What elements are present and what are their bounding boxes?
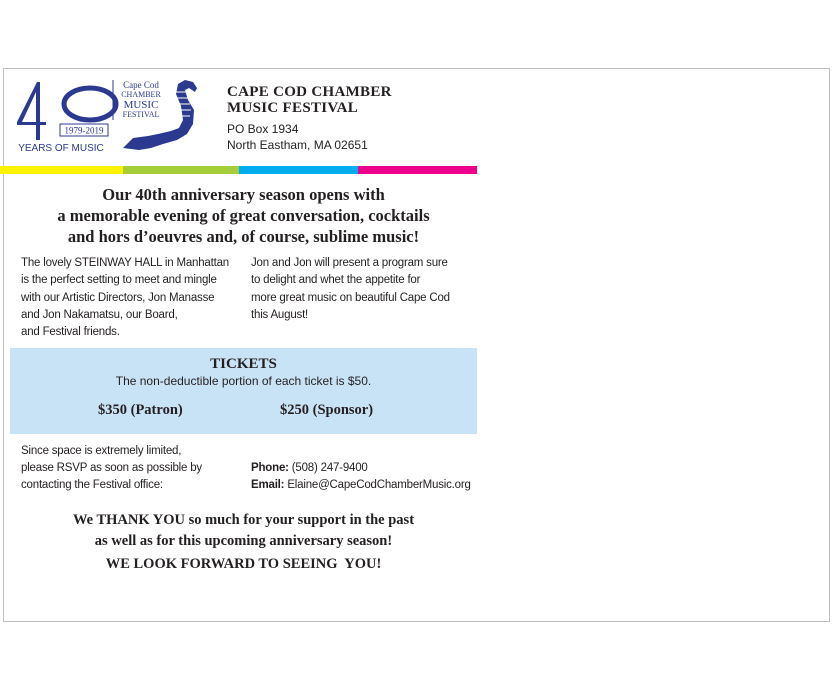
rsvp-line: Since space is extremely limited,: [21, 445, 182, 457]
logo-tagline: YEARS OF MUSIC: [18, 143, 104, 154]
tickets-panel: [10, 348, 477, 434]
email-address[interactable]: Elaine@CapeCodChamberMusic.org: [287, 479, 471, 491]
color-bar: [0, 166, 477, 174]
headline: [10, 184, 477, 247]
festival-logo: [13, 76, 213, 158]
phone-label: Phone:: [251, 462, 289, 474]
logo-line2: CHAMBER: [121, 90, 161, 99]
organization-name: [227, 84, 392, 116]
left-line: is the perfect setting to meet and mingle: [21, 274, 217, 287]
color-bar-green: [123, 166, 239, 174]
logo-line3: MUSIC: [123, 99, 159, 111]
logo-line4: FESTIVAL: [122, 110, 160, 119]
right-line: more great music on beautiful Cape Cod: [251, 291, 450, 304]
right-line: to delight and whet the appetite for: [251, 274, 421, 287]
left-line: and Festival friends.: [21, 326, 120, 339]
thanks-line1: We THANK YOU so much for your support in the past: [72, 512, 415, 528]
org-line1: CAPE COD CHAMBER: [227, 84, 392, 100]
left-line: and Jon Nakamatsu, our Board,: [21, 308, 178, 321]
color-bar-yellow: [0, 166, 123, 174]
tickets-title: TICKETS: [210, 356, 277, 372]
closing-line: WE LOOK FORWARD TO SEEING YOU!: [105, 556, 382, 572]
email-row: [251, 477, 471, 494]
contact-info: [251, 460, 471, 494]
color-bar-magenta: [358, 166, 477, 174]
org-line2: MUSIC FESTIVAL: [227, 100, 359, 116]
phone-number[interactable]: (508) 247-9400: [291, 462, 368, 474]
mailing-address: [227, 121, 368, 153]
rsvp-line: contacting the Festival office:: [21, 479, 163, 491]
right-paragraph: [251, 255, 450, 324]
price-patron: $350 (Patron): [98, 402, 183, 418]
left-line: with our Artistic Directors, Jon Manasse: [21, 291, 215, 304]
logo-years: 1979-2019: [64, 125, 104, 136]
rsvp-line: please RSVP as soon as possible by: [21, 462, 202, 474]
headline-line3: and hors d’oeuvres and, of course, sublime music!: [67, 227, 420, 246]
price-sponsor: $250 (Sponsor): [280, 402, 374, 418]
phone-row: [251, 460, 471, 477]
rsvp-text: [21, 443, 202, 494]
thanks-line2: as well as for this upcoming anniversary season!: [94, 533, 393, 549]
color-bar-blue: [239, 166, 358, 174]
logo-line1: Cape Cod: [123, 80, 159, 90]
headline-line1: Our 40th anniversary season opens with: [102, 185, 385, 204]
headline-line2: a memorable evening of great conversation, cocktails: [57, 206, 430, 225]
thank-you-message: [10, 510, 477, 552]
tickets-note: The non-deductible portion of each ticket is $50.: [115, 374, 372, 388]
left-paragraph: [21, 255, 229, 341]
right-line: Jon and Jon will present a program sure: [251, 257, 448, 269]
email-label: Email:: [251, 479, 285, 491]
address-line2: North Eastham, MA 02651: [227, 138, 368, 152]
left-line: The lovely STEINWAY HALL in Manhattan: [21, 257, 230, 269]
address-line1: PO Box 1934: [227, 122, 299, 136]
right-line: this August!: [251, 308, 309, 321]
